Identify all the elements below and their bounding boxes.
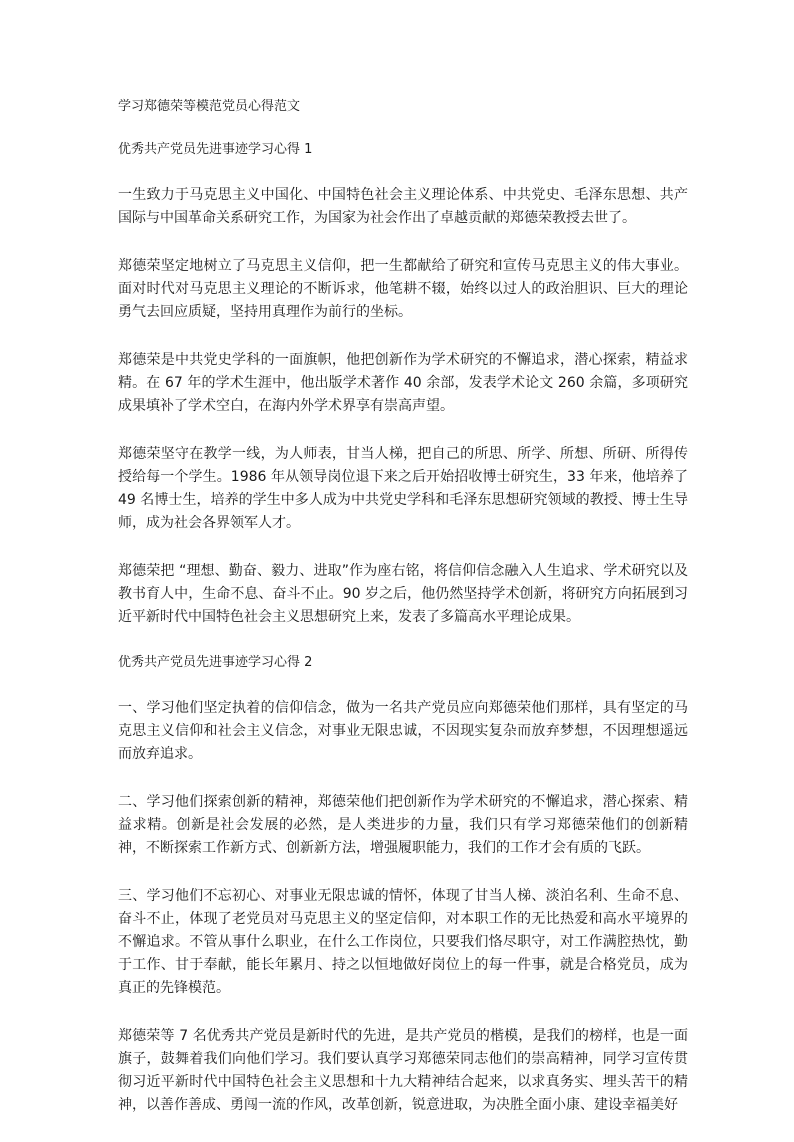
- document-page: [118, 98, 688, 1142]
- paragraph: 郑德荣等 7 名优秀共产党员是新时代的先进，是共产党员的楷模，是我们的榜样，也是一面旗子，鼓舞着我们向他们学习。我们要认真学习郑德荣同志他们的崇高精神，同学习宣传贯彻习近平新时代中国特色社会主义思想和十九大精神结合起来，以求真务实、埋头苦干的精神，以善作善成、勇闯一流的作风，改革创新，锐意进取，为决胜全面小康、建设幸福美好: [118, 1028, 688, 1113]
- section-heading: 优秀共产党员先进事迹学习心得 1: [118, 142, 313, 157]
- paragraph: 郑德荣坚定地树立了马克思主义信仰，把一生都献给了研究和宣传马克思主义的伟大事业。面对时代对马克思主义理论的不断诉求，他笔耕不辍，始终以过人的政治胆识、巨大的理论勇气去回应质疑，坚持用真理作为前行的坐标。: [118, 258, 688, 320]
- paragraph: 郑德荣把 “理想、勤奋、毅力、进取”作为座右铭，将信仰信念融入人生追求、学术研究以及教书育人中，生命不息、奋斗不止。90 岁之后，他仍然坚持学术创新，将研究方向拓展到习近平新时代中国特色社会主义思想研究上来，发表了多篇高水平理论成果。: [118, 563, 688, 625]
- paragraph: 一生致力于马克思主义中国化、中国特色社会主义理论体系、中共党史、毛泽东思想、共产国际与中国革命关系研究工作，为国家为社会作出了卓越贡献的郑德荣教授去世了。: [118, 187, 688, 226]
- document-title: 学习郑德荣等模范党员心得范文: [118, 99, 301, 114]
- paragraph: 郑德荣坚守在教学一线，为人师表，甘当人梯，把自己的所思、所学、所想、所研、所得传授给每一个学生。1986 年从领导岗位退下来之后开始招收博士研究生，33 年来，他培养了 49 名博士生，培养的学生中多人成为中共党史学科和毛泽东思想研究领域的教授、博士生导师，成为社会各界领军人才。: [118, 446, 688, 531]
- section-heading: 优秀共产党员先进事迹学习心得 2: [118, 655, 313, 670]
- paragraph: 郑德荣是中共党史学科的一面旗帜，他把创新作为学术研究的不懈追求，潜心探索，精益求精。在 67 年的学术生涯中，他出版学术著作 40 余部，发表学术论文 260 余篇，多项研究成果填补了学术空白，在海内外学术界享有崇高声望。: [118, 352, 688, 414]
- section-1: [118, 141, 688, 629]
- paragraph: 二、学习他们探索创新的精神，郑德荣他们把创新作为学术研究的不懈追求，潜心探索、精益求精。创新是社会发展的必然，是人类进步的力量，我们只有学习郑德荣他们的创新精神，不断探索工作新方式、创新新方法，增强履职能力，我们的工作才会有质的飞跃。: [118, 794, 688, 856]
- paragraph: 一、学习他们坚定执着的信仰信念，做为一名共产党员应向郑德荣他们那样，具有坚定的马克思主义信仰和社会主义信念，对事业无限忠诚，不因现实复杂而放弃梦想，不因理想遥远而放弃追求。: [118, 700, 688, 762]
- paragraph: 三、学习他们不忘初心、对事业无限忠诚的情怀，体现了甘当人梯、淡泊名利、生命不息、奋斗不止，体现了老党员对马克思主义的坚定信仰，对本职工作的无比热爱和高水平境界的不懈追求。不管从事什么职业，在什么工作岗位，只要我们恪尽职守，对工作满腔热忱，勤于工作、甘于奉献，能长年累月、持之以恒地做好岗位上的每一件事，就是合格党员，成为真正的先锋模范。: [118, 888, 688, 996]
- section-2: [118, 654, 688, 1117]
